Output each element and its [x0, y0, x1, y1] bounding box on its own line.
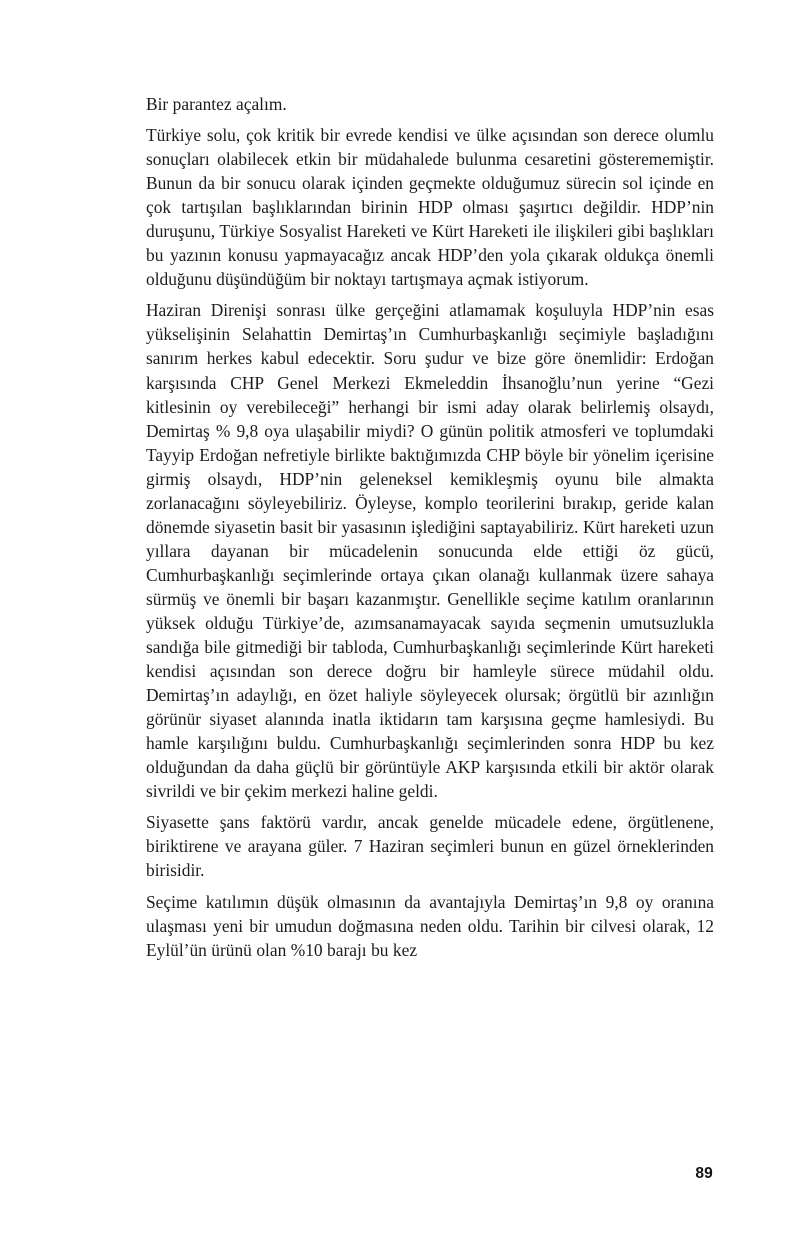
paragraph-4: Siyasette şans faktörü vardır, ancak genelde mücadele edene, örgütlenene, biriktirene ve arayana güler. 7 Haziran seçimleri bunun en güzel örneklerinden birisidir. — [146, 812, 714, 881]
paragraph-5: Seçime katılımın düşük olmasının da avantajıyla Demirtaş’ın 9,8 oy oranına ulaşması yeni bir umudun doğmasına neden oldu. Tarihin bir cilvesi olarak, 12 Eylül’ün ürünü olan %10 barajı bu kez — [146, 891, 714, 960]
page-number: 89 — [695, 1165, 713, 1182]
page-text-block — [146, 92, 714, 962]
paragraph-3: Haziran Direnişi sonrası ülke gerçeğini atlamamak koşuluyla HDP’nin esas yükselişinin Selahattin Demirtaş’ın Cumhurbaşkanlığı seçimiyle başladığını sanırım herkes kabul edecektir. Soru şudur ve bize göre önemlidir: Erdoğan karşısında CHP Genel Merkezi Ekmeleddin İhsanoğlu’nun yerine “Gezi kitlesinin oy verebileceği” herhangi bir ismi aday olarak belirlemiş olsaydı, Demirtaş % 9,8 oya ulaşabilir miydi? O günün politik atmosferi ve toplumdaki Tayyip Erdoğan nefretiyle birlikte baktığımızda CHP böyle bir yönelim içerisine girmiş olsaydı, HDP’nin geleneksel kemikleşmiş oyunu bile almakta zorlanacağını söyleyebiliriz. Öyleyse, komplo teorilerini bırakıp, geride kalan dönemde siyasetin basit bir yasasının işlediğini saptayabiliriz. Kürt hareketi uzun yıllara dayanan bir mücadelenin sonucunda elde ettiği öz gücü, Cumhurbaşkanlığı seçimlerinde ortaya çıkan olanağı kullanmak üzere sahaya sürmüş ve önemli bir başarı kazanmıştır. Genellikle seçime katılım oranlarının yüksek olduğu Türkiye’de, azımsanamayacak sayıda seçmenin umutsuzlukla sandığa bile gitmediği bir tabloda, Cumhurbaşkanlığı seçimlerinde Kürt hareketi kendisi açısından son derece doğru bir hamleyle sürece müdahil oldu. Demirtaş’ın adaylığı, en özet haliyle söyleyecek olursak; örgütlü bir azınlığın görünür siyaset alanında inatla iktidarın tam karşısına geçme hamlesiydi. Bu hamle karşılığını buldu. Cumhurbaşkanlığı seçimlerinden sonra HDP bu kez olduğundan da daha güçlü bir görüntüyle AKP karşısında etkili bir aktör olarak sivrildi ve bir çekim merkezi haline geldi. — [146, 300, 714, 802]
paragraph-1: Bir parantez açalım. — [146, 94, 287, 114]
paragraph-2: Türkiye solu, çok kritik bir evrede kendisi ve ülke açısından son derece olumlu sonuçları olabilecek etkin bir müdahalede bulunma cesaretini gösterememiştir. Bunun da bir sonucu olarak içinden geçmekte olduğumuz sürecin sol içinde en çok tartışılan başlıklarından birinin HDP olması şaşırtıcı değildir. HDP’nin duruşunu, Türkiye Sosyalist Hareketi ve Kürt Hareketi ile ilişkileri gibi başlıkları bu yazının konusu yapmayacağız ancak HDP’den yola çıkarak oldukça önemli olduğunu düşündüğüm bir noktayı tartışmaya açmak istiyorum. — [146, 125, 714, 290]
